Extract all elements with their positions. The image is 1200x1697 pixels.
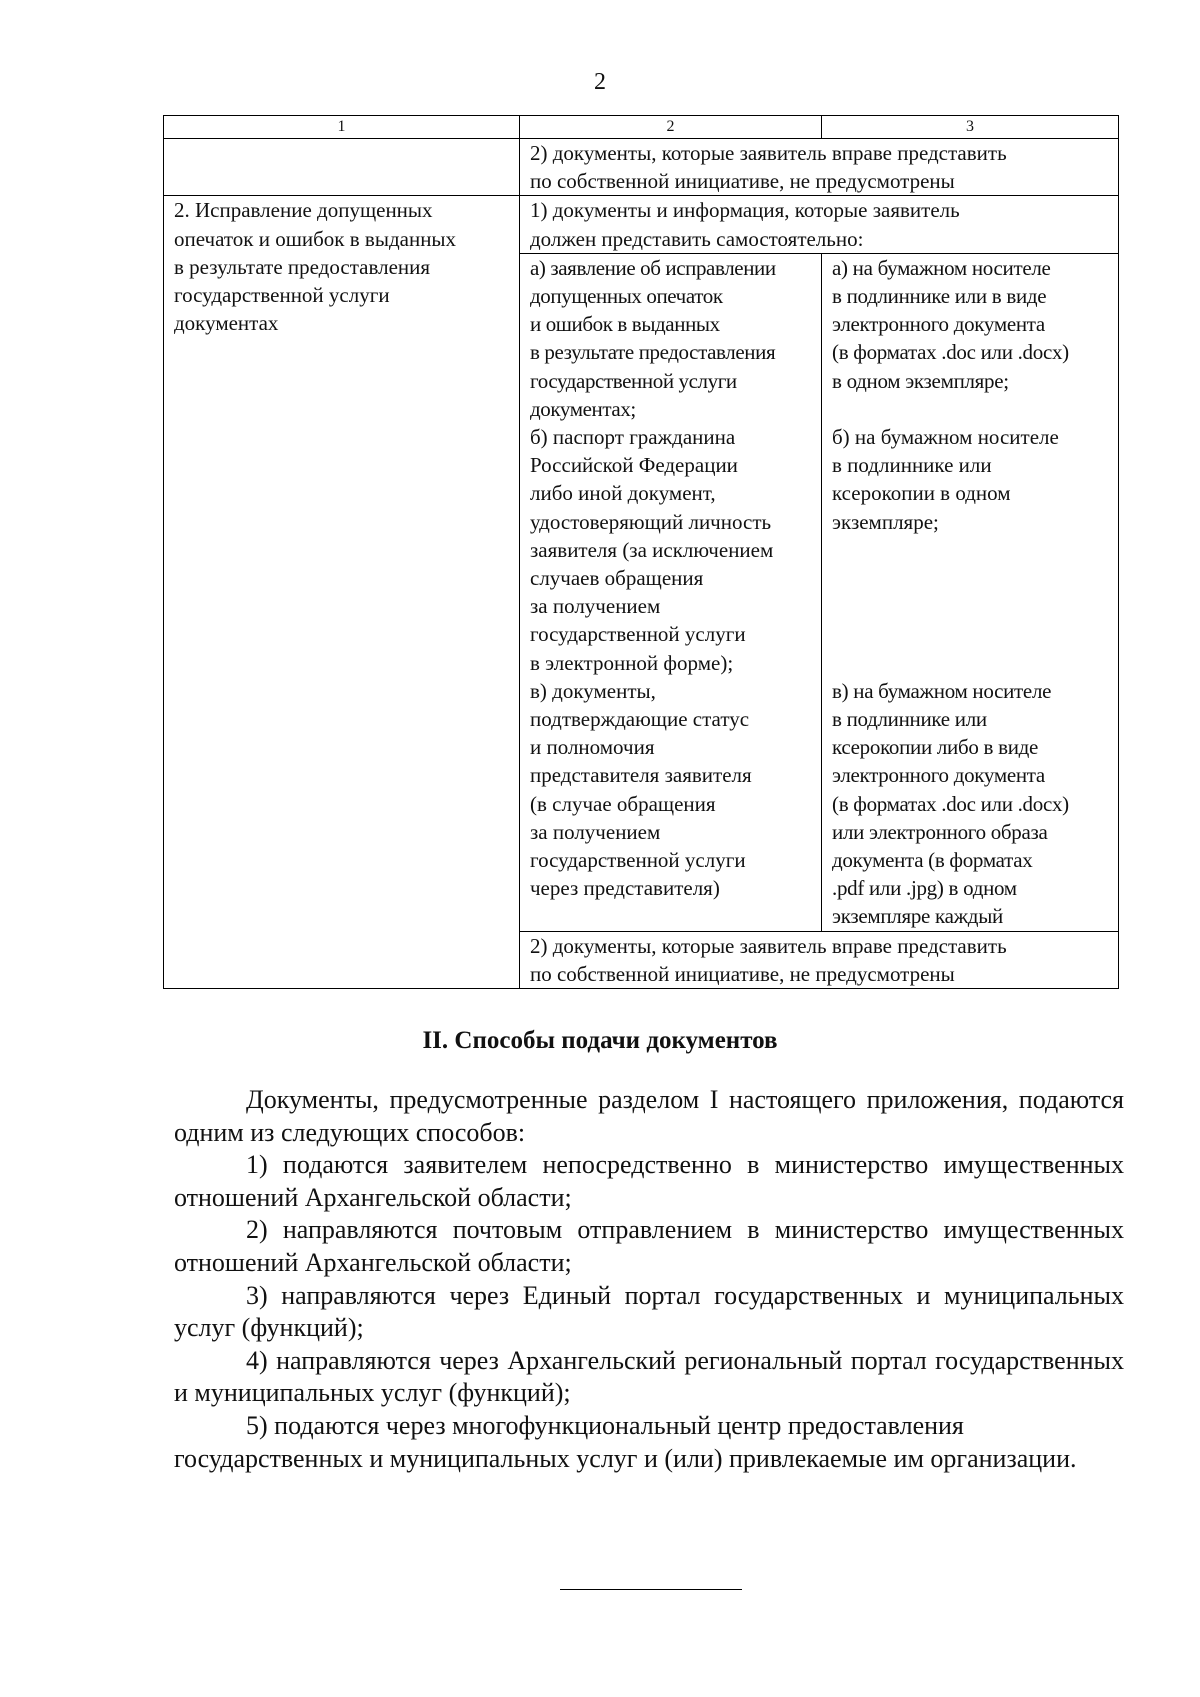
paragraph-method-2: 2) направляются почтовым отправлением в министерство имущественных отношений Архангельской области; — [174, 1215, 1124, 1277]
text-line: 1) документы и информация, которые заявитель — [530, 198, 960, 223]
optional-docs-cell — [520, 931, 1119, 988]
paragraph-intro: Документы, предусмотренные разделом I настоящего приложения, подаются одним из следующих способов: — [174, 1085, 1124, 1147]
text-line: (в форматах .doc или .docx) — [832, 791, 1069, 816]
text-line: государственной услуги — [174, 283, 390, 308]
text-line: б) паспорт гражданина — [530, 425, 736, 450]
text-line: электронного документа — [832, 312, 1045, 337]
text-line: заявителя (за исключением — [530, 537, 774, 562]
doc-a-name-cell — [520, 253, 822, 423]
text-line: в) документы, — [530, 678, 656, 703]
text-line: документах — [174, 311, 279, 336]
required-docs-intro-cell — [520, 196, 1119, 253]
text-line: через представителя) — [530, 876, 720, 901]
text-line: экземпляре; — [832, 509, 939, 534]
continuation-service-cell — [164, 139, 520, 196]
text-line: в подлиннике или — [832, 707, 987, 732]
text-line: 2. Исправление допущенных — [174, 198, 433, 223]
continuation-optional-docs-cell — [520, 139, 1119, 196]
doc-b-name-cell — [520, 423, 822, 677]
section-body — [174, 1084, 1124, 1475]
text-line: опечаток и ошибок в выданных — [174, 226, 457, 251]
text-line: либо иной документ, — [530, 481, 716, 506]
text-line: в результате предоставления — [174, 254, 431, 279]
text-line: (в форматах .doc или .docx) — [832, 340, 1069, 365]
text-line: (в случае обращения — [530, 791, 716, 816]
text-line: и полномочия — [530, 735, 655, 760]
text-line: по собственной инициативе, не предусмотрены — [530, 169, 955, 194]
column-number-2: 2 — [520, 116, 822, 139]
text-line: ксерокопии либо в виде — [832, 735, 1039, 760]
text-line: а) заявление об исправлении — [530, 255, 776, 280]
text-line: электронного документа — [832, 763, 1045, 788]
text-line: допущенных опечаток — [530, 284, 723, 309]
text-line: в подлиннике или в виде — [832, 284, 1047, 309]
text-line: экземпляре каждый — [832, 904, 1003, 929]
text-line: в одном экземпляре; — [832, 368, 1009, 393]
doc-c-form-cell — [822, 677, 1119, 931]
text-line: в) на бумажном носителе — [832, 678, 1052, 703]
text-line: за получением — [530, 594, 661, 619]
text-line: или электронного образа — [832, 819, 1048, 844]
text-line: государственной услуги — [530, 368, 737, 393]
text-line: случаев обращения — [530, 566, 704, 591]
column-number-3: 3 — [822, 116, 1119, 139]
text-line: и ошибок в выданных — [530, 312, 720, 337]
text-line: в результате предоставления — [530, 340, 776, 365]
text-line: государственной услуги — [530, 622, 746, 647]
table-row-service-intro — [164, 196, 1119, 253]
text-line: государственной услуги — [530, 848, 746, 873]
text-line: за получением — [530, 819, 661, 844]
text-line: ксерокопии в одном — [832, 481, 1011, 506]
text-line: 2) документы, которые заявитель вправе представить — [530, 933, 1007, 958]
service-name-cell — [164, 196, 520, 989]
text-line: удостоверяющий личность — [530, 509, 772, 534]
text-line: Российской Федерации — [530, 453, 738, 478]
end-separator-line — [560, 1589, 742, 1590]
doc-c-name-cell — [520, 677, 822, 931]
doc-b-form-cell — [822, 423, 1119, 677]
text-line: в электронной форме); — [530, 650, 734, 675]
text-line: .pdf или .jpg) в одном — [832, 876, 1017, 901]
paragraph-method-5: 5) подаются через многофункциональный центр предоставления государственных и муниципальных услуг и (или) привлекаемые им организации. — [174, 1410, 1077, 1473]
text-line: 2) документы, которые заявитель вправе представить — [530, 141, 1007, 165]
doc-a-form-cell — [822, 253, 1119, 423]
documents-table — [163, 115, 1119, 989]
table-header-row — [164, 116, 1119, 139]
text-line: документах; — [530, 396, 636, 421]
page-number: 2 — [594, 69, 606, 95]
text-line: должен представить самостоятельно: — [530, 226, 864, 251]
paragraph-method-3: 3) направляются через Единый портал государственных и муниципальных услуг (функций); — [174, 1280, 1124, 1343]
paragraph-method-4: 4) направляются через Архангельский региональный портал государственных и муниципальных услуг (функций); — [174, 1345, 1124, 1408]
table-row-continuation — [164, 139, 1119, 196]
paragraph-method-1: 1) подаются заявителем непосредственно в министерство имущественных отношений Архангельской области; — [174, 1150, 1124, 1212]
text-line: подтверждающие статус — [530, 707, 750, 732]
section-title: II. Способы подачи документов — [422, 1027, 778, 1054]
column-number-1: 1 — [164, 116, 520, 139]
text-line: документа (в форматах — [832, 848, 1033, 873]
text-line: в подлиннике или — [832, 453, 992, 478]
text-line: по собственной инициативе, не предусмотрены — [530, 961, 955, 986]
text-line: а) на бумажном носителе — [832, 255, 1051, 280]
text-line: представителя заявителя — [530, 763, 752, 788]
text-line: б) на бумажном носителе — [832, 425, 1059, 450]
